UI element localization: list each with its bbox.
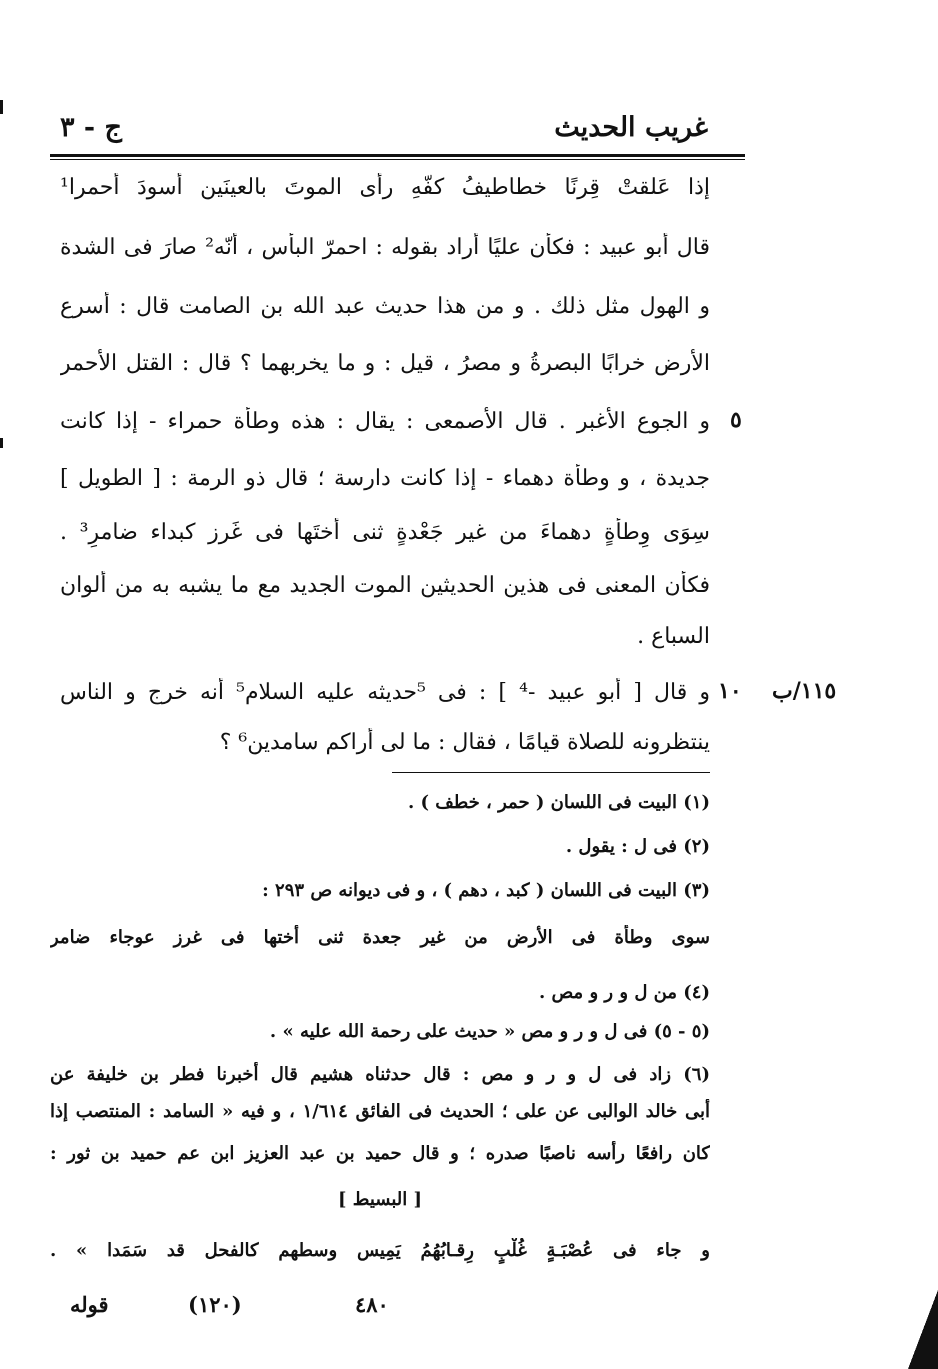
- scan-edge-mark: [0, 100, 3, 114]
- body-line: قال أبو عبيد : فكأن عليًا أراد بقوله : احمرّ البأس ، أنّه² صارَ فى الشدة: [60, 235, 710, 260]
- body-line: و الهول مثل ذلك . و من هذا حديث عبد الله بن الصامت قال : أسرع: [60, 294, 710, 319]
- footnote: (٥ - ٥) فى ل و ر و مص « حديث على رحمة الله عليه » .: [269, 1021, 710, 1042]
- catchword: قوله: [70, 1292, 109, 1317]
- body-line: جديدة ، و وطأة دهماء - إذا كانت دارسة ؛ قال ذو الرمة : [ الطويل ]: [60, 466, 710, 491]
- footnote: (٣) البيت فى اللسان ( كبد ، دهم ) ، و فى ديوانه ص ٢٩٣ :: [262, 880, 710, 901]
- scan-edge-mark: [0, 438, 3, 448]
- body-line: إذا عَلقتْ قِرنًا خطاطيفُ كفّهِ رأى الموتَ بالعينَين أسودَ أحمرا¹: [60, 175, 710, 200]
- footnote-rule: [392, 772, 710, 773]
- footnote: (٦) زاد فى ل و ر و مص : قال حدثناه هشيم قال أخبرنا فطر بن خليفة عن: [50, 1064, 710, 1085]
- margin-line-number: ٥: [730, 407, 742, 433]
- footnote: (٤) من ل و ر و مص .: [538, 982, 710, 1003]
- margin-folio: ١١٥/ب: [772, 678, 837, 704]
- footnote-verse: سوى وطأة فى الأرض من غير جعدة ثنى أختها فى غرز عوجاء ضامر: [50, 927, 710, 948]
- page-number: (١٢٠): [188, 1292, 242, 1317]
- folio-number: ٤٨٠: [355, 1292, 389, 1317]
- scan-corner-shadow: [908, 1290, 938, 1369]
- footnote: (١) البيت فى اللسان ( حمر ، خطف ) .: [407, 792, 710, 813]
- footnote-verse: و جاء فى عُصْبَـةٍ غُلْبٍ رِقـابُهُمُ يَمِيس وسطهم كالفحل قد سَمَدا » .: [50, 1240, 710, 1261]
- header-rule-thick: [50, 154, 745, 157]
- running-title: غريب الحديث: [554, 112, 708, 143]
- header-rule-thin: [50, 159, 745, 160]
- footnote: كان رافعًا رأسه ناصبًا صدره ؛ و قال حميد بن عبد العزيز ابن عم حميد بن ثور :: [50, 1143, 710, 1164]
- margin-line-number: ١٠: [718, 678, 742, 704]
- volume-number: ج - ٣: [60, 112, 122, 143]
- body-line: و قال [ أبو عبيد -⁴ ] : فى ⁵حديثه عليه السلام⁵ أنه خرج و الناس: [60, 680, 710, 705]
- footnote-meter: [ البسيط ]: [337, 1189, 423, 1210]
- footnote: أبى خالد الوالبى عن على ؛ الحديث فى الفائق ١/٦١٤ ، و فيه « السامد : المنتصب إذا: [50, 1101, 710, 1122]
- body-line: فكأن المعنى فى هذين الحديثين الموت الجديد مع ما يشبه به من ألوان: [60, 573, 710, 598]
- body-line: و الجوع الأغبر . قال الأصمعى : يقال : هذه وطأة حمراء - إذا كانت: [60, 409, 710, 434]
- body-line: ينتظرونه للصلاة قيامًا ، فقال : ما لى أراكم سامدين⁶ ؟: [219, 730, 710, 755]
- body-line: سِوَى وِطأةٍ دهماءَ من غير جَعْدةٍ ثنى أختَها فى غَرز كبداء ضامرِ³ .: [60, 520, 710, 545]
- footnote: (٢) فى ل : يقول .: [565, 836, 710, 857]
- body-line: السباع .: [637, 624, 710, 649]
- body-line: الأرض خرابًا البصرةُ و مصرُ ، قيل : و ما يخربهما ؟ قال : القتل الأحمر: [60, 351, 710, 376]
